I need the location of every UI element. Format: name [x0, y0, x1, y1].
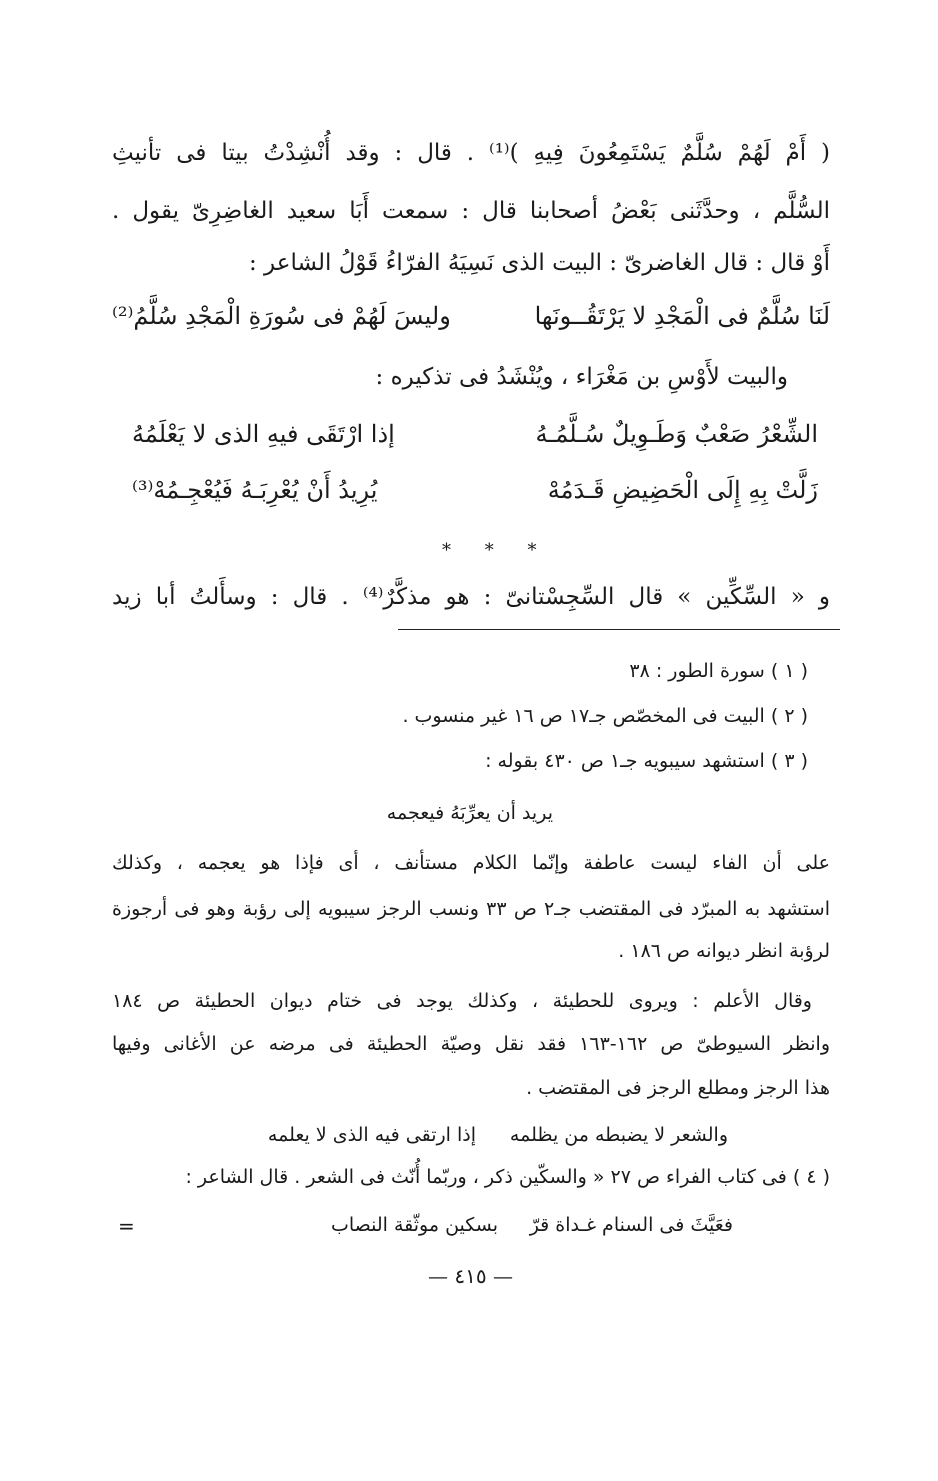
footnote-3-para1-line3: لرؤبة انظر ديوانه ص ١٨٦ .	[618, 940, 830, 962]
body-line-3: أَوْ قال : قال الغاضرىّ : البيت الذى نَسِيَهُ الفرّاءُ قَوْلُ الشاعر :	[248, 250, 830, 276]
verse2-line1-second: إذا ارْتَقَى فيهِ الذى لا يَعْلَمُهُ	[132, 420, 395, 448]
footnote-4-verse-first: فعَيَّثَ فى السنام غـداة قرّ	[529, 1214, 733, 1236]
verse2-line2-second: يُرِيدُ أَنْ يُعْرِبَـهُ فَيُعْجِـمُهْ⁽³⁾	[132, 476, 378, 504]
footnote-3-verse-second: إذا ارتقى فيه الذى لا يعلمه	[267, 1124, 476, 1146]
footnote-3: ( ٣ ) استشهد سيبويه جـ١ ص ٤٣٠ بقوله :	[485, 750, 808, 772]
section-separator: * * *	[442, 540, 551, 561]
footnote-3-para2-line1: وقال الأعلم : ويروى للحطيئة ، وكذلك يوجد فى ختام ديوان الحطيئة ص ١٨٤	[112, 990, 812, 1012]
footnote-2: ( ٢ ) البيت فى المخصّص جـ١٧ ص ١٦ غير منسوب .	[402, 705, 808, 727]
body-line-last: و « السِّكِّين » قال السِّجِسْتانىّ : هو مذكَّرٌ⁽⁴⁾ . قال : وسأَلتُ أبا زيد	[112, 584, 830, 610]
footnote-3-verse-first: والشعر لا يضبطه من يظلمه	[509, 1124, 728, 1146]
footnote-4: ( ٤ ) فى كتاب الفراء ص ٢٧ « والسكّين ذكر ، وربّما أُنّث فى الشعر . قال الشاعر :	[185, 1166, 830, 1188]
footnote-3-quote: يريد أن يعرِّبَهُ فيعجمه	[386, 802, 553, 824]
verse1-second-hemistich: وليسَ لَهُمْ فى سُورَةِ الْمَجْدِ سُلَّمُ⁽²⁾	[112, 302, 451, 330]
body-line-attribution: والبيت لأَوْسِ بن مَغْرَاء ، ويُنْشَدُ فى تذكيره :	[375, 364, 788, 390]
footnote-1: ( ١ ) سورة الطور : ٣٨	[629, 660, 808, 682]
page-number: — ٤١٥ —	[428, 1264, 513, 1288]
footnote-3-para2-line2: وانظر السيوطىّ ص ١٦٢-١٦٣ فقد نقل وصيّة الحطيئة فى مرضه عن الأغانى وفيها	[112, 1033, 830, 1055]
verse2-line1-first: الشِّعْرُ صَعْبٌ وَطَـوِيلٌ سُـلَّمُـهُ	[535, 420, 818, 448]
footnote-separator	[398, 629, 840, 630]
footnote-3-para1-line1: على أن الفاء ليست عاطفة وإنّما الكلام مستأنف ، أى فإذا هو يعجمه ، وكذلك	[112, 852, 830, 874]
body-line-1: ( أَمْ لَهُمْ سُلَّمٌ يَسْتَمِعُونَ فِيهِ )⁽¹⁾ . قال : وقد أُنْشِدْتُ بيتا فى تأنيثِ	[112, 140, 830, 166]
verse1-first-hemistich: لَنَا سُلَّمٌ فى الْمَجْدِ لا يَرْتَقُــونَها	[534, 302, 830, 330]
body-line-2: السُّلَّم ، وحدَّثَنى بَعْضُ أصحابنا قال : سمعت أَبَا سعيد الغاضِرِىّ يقول .	[112, 198, 830, 224]
continuation-mark: =	[118, 1214, 135, 1238]
footnote-4-verse-second: بسكين موثّقة النصاب	[330, 1214, 498, 1236]
footnote-3-para2-line3: هذا الرجز ومطلع الرجز فى المقتضب .	[526, 1077, 830, 1099]
footnote-3-para1-line2: استشهد به المبرّد فى المقتضب جـ٢ ص ٣٣ ونسب الرجز سيبويه إلى رؤبة وهو فى أرجوزة	[112, 898, 830, 920]
verse2-line2-first: زَلَّتْ بِهِ إِلَى الْحَضِيضِ قَـدَمُهْ	[547, 476, 818, 504]
